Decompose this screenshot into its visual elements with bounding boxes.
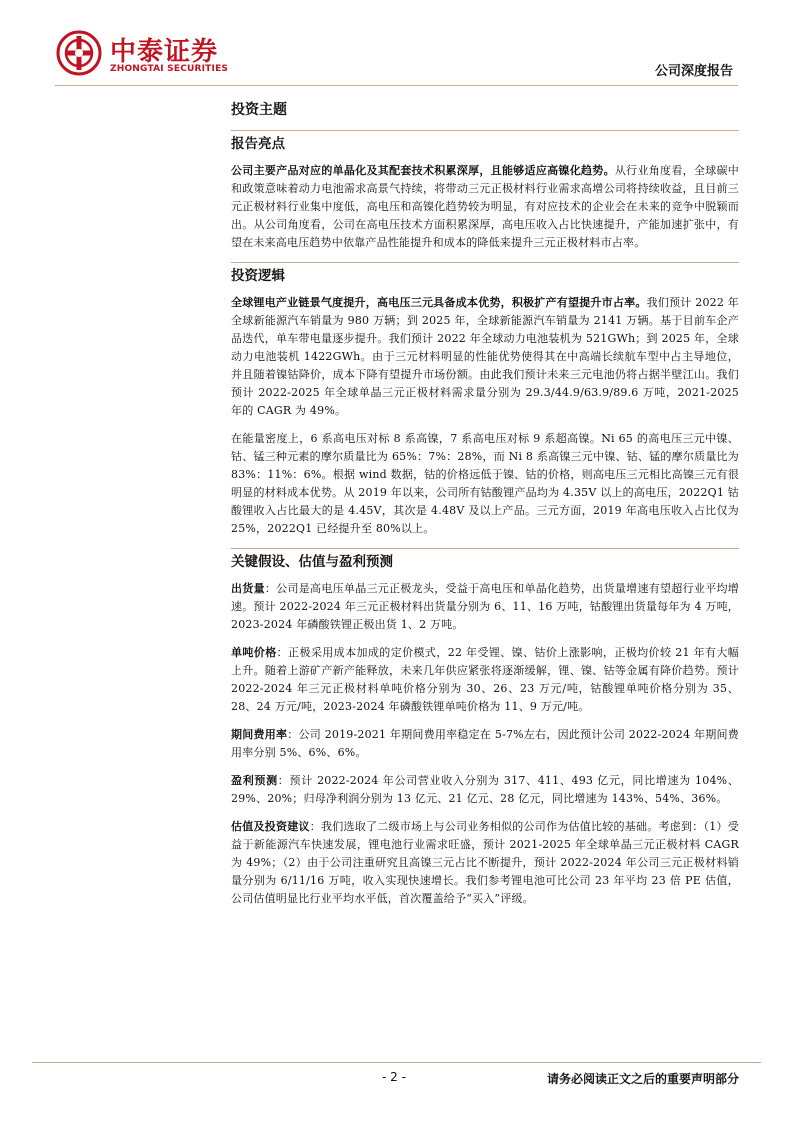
main-content — [231, 100, 739, 918]
footer-divider — [32, 1062, 761, 1063]
logo-chinese-name: 中泰证券 — [110, 37, 219, 67]
assumptions-section — [231, 548, 739, 908]
expense-label: 期间费用率 — [231, 728, 288, 741]
highlights-paragraph — [231, 162, 739, 252]
disclaimer-note: 请务必阅读正文之后的重要声明部分 — [546, 1072, 739, 1086]
price-paragraph — [231, 644, 739, 716]
assumptions-heading: 关键假设、估值与盈利预测 — [231, 554, 393, 570]
valuation-paragraph — [231, 818, 739, 908]
header-divider — [55, 85, 738, 86]
zhongtai-logo-icon — [56, 30, 102, 76]
price-label: 单吨价格 — [231, 646, 277, 659]
page-number: - 2 - — [382, 1070, 406, 1084]
logic-lead: 全球锂电产业链景气度提升，高电压三元具备成本优势，积极扩产有望提升市占率。 — [231, 296, 647, 309]
highlights-body: 从行业角度看，全球碳中和政策意味着动力电池需求高景气持续，将带动三元正极材料行业需求高增公司将持续收益，且目前三元正极材料行业集中度低，高电压和高镍化趋势较为明显，有对应技术的企业会在未来的竞争中脱颖而出。从公司角度看，公司在高电压技术方面积累深厚，高电压收入占比快速提升，产能加速扩张中，有望在未来高电压趋势中依靠产品性能提升和成本的降低来提升三元正极材料市占率。 — [231, 164, 739, 249]
price-text: ：正极采用成本加成的定价模式，22 年受锂、镍、钴价上涨影响，正极均价较 21 年有大幅上升。随着上游矿产新产能释放，未来几年供应紧张将逐渐缓解，锂、镍、钴等金属有降价趋势。预计 2022-2024 年三元正极材料单吨价格分别为 30、26、23 万元/吨，钴酸锂单吨价格分别为 35、28、24 万元/吨，2023-2024 年磷酸铁锂单吨价格为 11、9 万元/吨。 — [231, 646, 739, 713]
shipment-label: 出货量 — [231, 582, 265, 595]
logic-paragraph-2: 在能量密度上，6 系高电压对标 8 系高镍，7 系高电压对标 9 系超高镍。Ni 65 的高电压三元中镍、钴、锰三种元素的摩尔质量比为 65%：7%：28%，而 Ni 8 系高镍三元中镍、钴、锰的摩尔质量比为 83%：11%：6%。根据 wind 数据，钴的价格远低于镍、钴的价格，则高电压三元相比高镍三元有很明显的材料成本优势。从 2019 年以来，公司所有钴酸锂产品均为 4.35V 以上的高电压，2022Q1 钴酸锂收入占比最大的是 4.45V，其次是 4.48V 及以上产品。三元方面，2019 年高电压收入占比仅为 25%，2022Q1 已经提升至 80%以上。 — [231, 432, 739, 535]
shipment-text: ：公司是高电压单晶三元正极龙头，受益于高电压和单晶化趋势，出货量增速有望超行业平均增速。预计 2022-2024 年三元正极材料出货量分别为 6、11、16 万吨，钴酸锂出货量每年为 4 万吨，2023-2024 年磷酸铁锂正极出货 1、2 万吨。 — [231, 582, 739, 631]
logic-heading: 投资逻辑 — [231, 268, 285, 284]
highlights-lead: 公司主要产品对应的单晶化及其配套技术积累深厚，且能够适应高镍化趋势。 — [231, 164, 615, 177]
logic-paragraph-1 — [231, 294, 739, 420]
valuation-label: 估值及投资建议 — [231, 820, 310, 833]
logic-section — [231, 262, 739, 538]
report-type-label: 公司深度报告 — [654, 64, 733, 79]
valuation-text: ：我们选取了二级市场上与公司业务相似的公司作为估值比较的基础。考虑到：（1）受益于新能源汽车快速发展，锂电池行业需求旺盛，预计 2021-2025 年全球单晶三元正极材料 CAGR 为 49%；（2）由于公司注重研究且高镍三元占比不断提升，预计 2022-2024 年公司三元正极材料销量分别为 6/11/16 万吨，收入实现快速增长。我们参考锂电池可比公司 23 年平均 23 倍 PE 估值，公司估值明显比行业平均水平低，首次覆盖给予“买入”评级。 — [231, 820, 740, 905]
logic-body-1: 我们预计 2022 年全球新能源汽车销量为 980 万辆；到 2025 年，全球新能源汽车销量为 2141 万辆。基于目前车企产品迭代，单车带电量逐步提升。我们预计 2022 年全球动力电池装机为 521GWh；到 2025 年，全球动力电池装机 1422GWh。由于三元材料明显的性能优势使得其在中高端长续航车型中占主导地位，并且随着镍钴降价，成本下降有望提升市场份额。由此我们预计未来三元电池仍将占据半壁江山。我们预计 2022-2025 年全球单晶三元正极材料需求量分别为 29.3/44.9/63.9/89.6 万吨，2021-2025 年的 CAGR 为 49%。 — [231, 296, 739, 417]
profit-label: 盈利预测 — [231, 774, 278, 787]
expense-paragraph — [231, 726, 739, 762]
highlights-section — [231, 130, 739, 252]
profit-paragraph — [231, 772, 739, 808]
profit-text: ：预计 2022-2024 年公司营业收入分别为 317、411、493 亿元，同比增速为 104%、29%、20%；归母净利润分别为 13 亿元、21 亿元、28 亿元，同比增速为 143%、54%、36%。 — [231, 774, 739, 805]
highlights-heading: 报告亮点 — [231, 136, 285, 152]
section-title: 投资主题 — [231, 102, 287, 118]
company-logo — [56, 30, 246, 80]
shipment-paragraph — [231, 580, 739, 634]
logo-english-name: ZHONGTAI SECURITIES — [110, 64, 229, 74]
expense-text: ：公司 2019-2021 年期间费用率稳定在 5-7%左右，因此预计公司 2022-2024 年期间费用率分别 5%、6%、6%。 — [231, 728, 739, 759]
